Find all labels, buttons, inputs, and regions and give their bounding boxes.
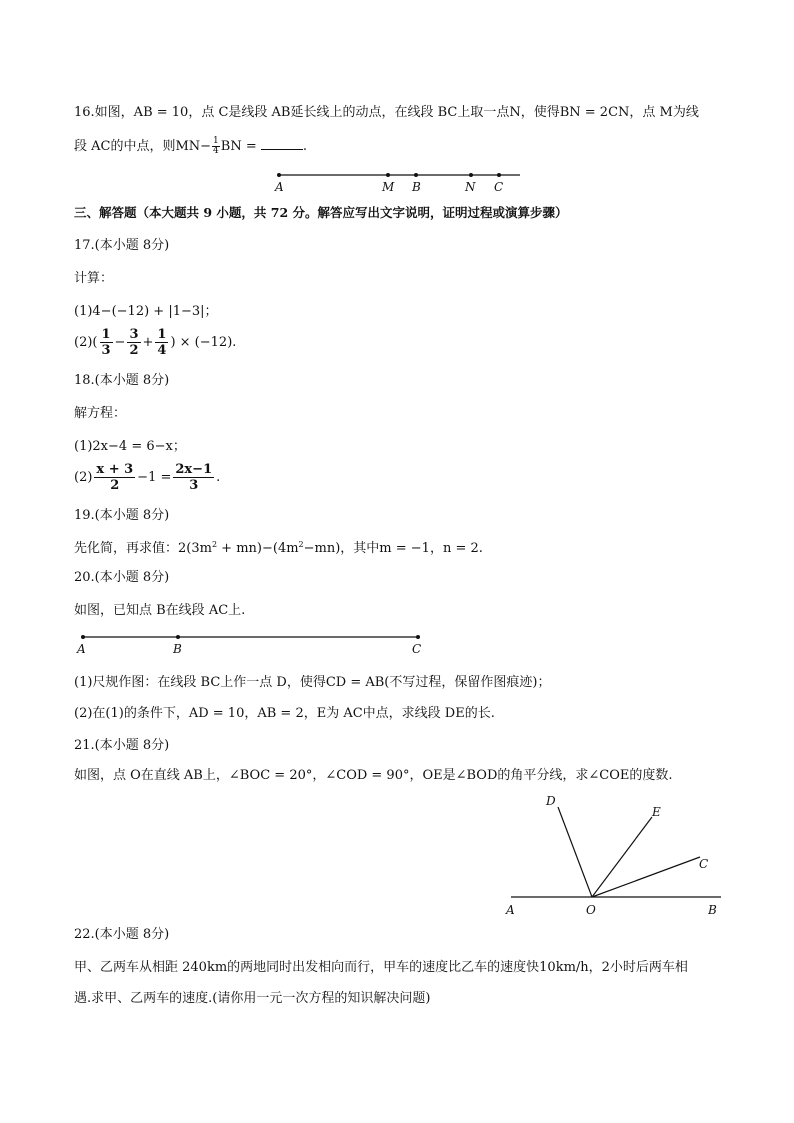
q20-header: 20.(本小题 8分) <box>74 570 170 585</box>
label-d: D <box>546 794 556 808</box>
q20-segment-figure <box>74 628 434 658</box>
q16-answer-blank <box>261 137 303 150</box>
q17-part2: (2)( $\frac{1}{3}$ − $\frac{3}{2}$ + $\frac{1}{4}$ ) × (−12). <box>74 327 237 358</box>
q21-header: 21.(本小题 8分) <box>74 738 170 753</box>
point-label-a: A <box>275 180 284 194</box>
point-label-m: M <box>382 180 395 194</box>
fraction: $\frac{1}{3}$ <box>101 327 111 358</box>
q17-intro: 计算： <box>74 271 114 286</box>
section-heading: 三、解答题（本大题共 9 小题，共 72 分。解答应写出文字说明，证明过程或演算步骤） <box>74 205 568 220</box>
label-e: E <box>652 805 661 819</box>
point-label-c: C <box>494 180 504 194</box>
q20-intro: 如图，已知点 B在线段 AC上. <box>74 603 246 618</box>
label-a: A <box>506 903 515 917</box>
label-o: O <box>586 903 596 917</box>
fraction: $\frac{3}{2}$ <box>129 327 139 358</box>
q18-intro: 解方程： <box>74 406 127 421</box>
label-b: B <box>708 903 717 917</box>
fraction: $\frac{x + 3}{2}$ <box>96 462 134 493</box>
q16-line2: 段 AC的中点，则MN− $\frac{1}{4}$ BN = . <box>74 136 308 156</box>
point-label-b: B <box>412 180 421 194</box>
q16-line2-text: 段 AC的中点，则MN− <box>74 139 212 154</box>
point-label-c: C <box>412 642 422 656</box>
q21-text: 如图，点 O在直线 AB上，∠BOC = 20°，∠COD = 90°，OE是∠BOD的角平分线，求∠COE的度数. <box>74 768 673 783</box>
q22-header: 22.(本小题 8分) <box>74 927 170 942</box>
q16-line1: 16.如图，AB = 10，点 C是线段 AB延长线上的动点，在线段 BC上取一点N，使得BN = 2CN，点 M为线 <box>74 105 699 120</box>
point-label-b: B <box>173 642 182 656</box>
q16-segment-figure <box>270 166 530 196</box>
q16-fraction: $\frac{1}{4}$ <box>213 136 219 156</box>
q19-header: 19.(本小题 8分) <box>74 508 170 523</box>
label-c: C <box>699 857 709 871</box>
fraction: $\frac{1}{4}$ <box>157 327 167 358</box>
q18-part1: (1)2x−4 = 6−x； <box>74 439 186 454</box>
q22-line2: 遇.求甲、乙两车的速度.(请你用一元一次方程的知识解决问题) <box>74 991 431 1006</box>
point-label-a: A <box>77 642 86 656</box>
q20-part2: (2)在(1)的条件下，AD = 10，AB = 2，E为 AC中点，求线段 DE的长. <box>74 706 495 721</box>
q20-part1: (1)尺规作图：在线段 BC上作一点 D，使得CD = AB(不写过程，保留作图痕迹)； <box>74 675 551 690</box>
q17-part1: (1)4−(−12) + |1−3|； <box>74 304 218 319</box>
q18-header: 18.(本小题 8分) <box>74 373 170 388</box>
point-label-n: N <box>465 180 476 194</box>
fraction: $\frac{2x-1}{3}$ <box>175 462 213 493</box>
q18-part2: (2) $\frac{x + 3}{2}$ −1 = $\frac{2x-1}{3}$ . <box>74 462 221 493</box>
q22-line1: 甲、乙两车从相距 240km的两地同时出发相向而行，甲车的速度比乙车的速度快10km/h，2小时后两车相 <box>74 960 688 975</box>
q21-angle-figure <box>500 790 730 920</box>
q17-header: 17.(本小题 8分) <box>74 238 170 253</box>
q19-text: 先化简，再求值：$2(3m^2 + mn)-(4m^2-mn)$，其中m = −1，n = 2. <box>74 540 483 556</box>
